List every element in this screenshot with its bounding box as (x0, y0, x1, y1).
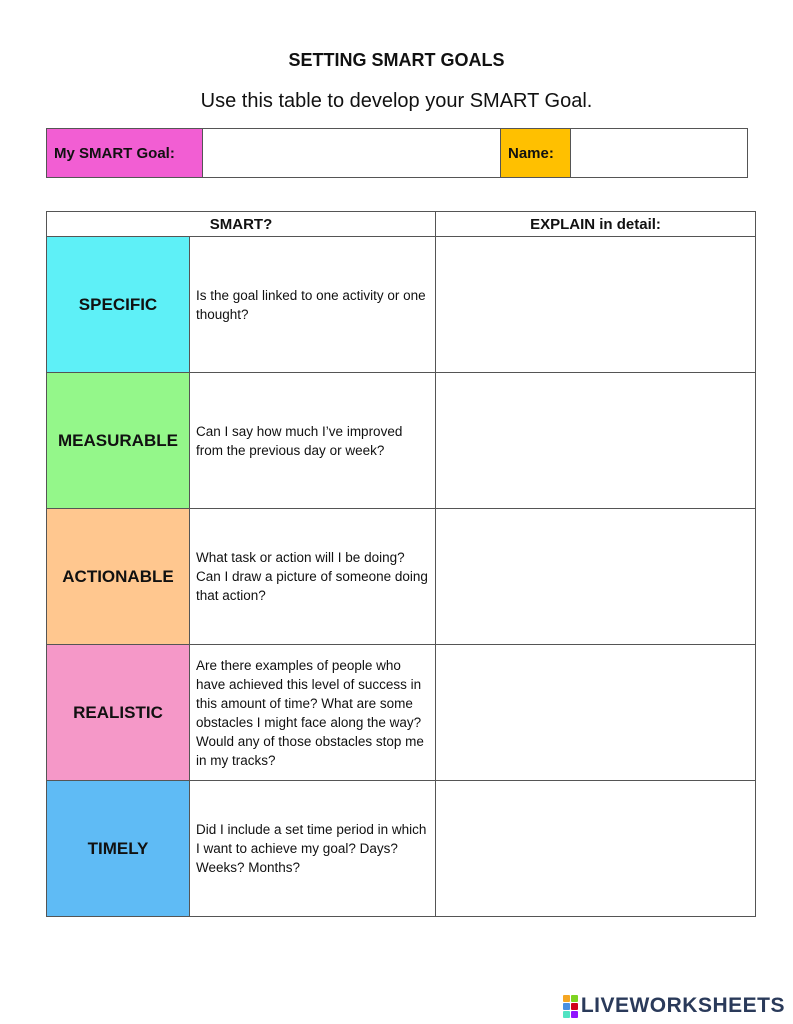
logo-text: LIVEWORKSHEETS (580, 994, 785, 1017)
liveworksheets-logo (563, 994, 785, 1018)
goal-input[interactable] (203, 129, 501, 177)
question-cell: Can I say how much I’ve improved from the previous day or week? (190, 373, 436, 509)
page-subtitle: Use this table to develop your SMART Goal. (200, 90, 593, 112)
question-cell: What task or action will I be doing? Can I draw a picture of someone doing that action? (190, 509, 436, 645)
explain-input[interactable] (436, 509, 756, 645)
question-cell: Did I include a set time period in which I want to achieve my goal? Days? Weeks? Months? (190, 781, 436, 917)
term-cell-actionable: ACTIONABLE (47, 509, 190, 645)
header-explain: EXPLAIN in detail: (436, 212, 756, 237)
explain-input[interactable] (436, 645, 756, 781)
question-cell: Is the goal linked to one activity or one thought? (190, 237, 436, 373)
name-label: Name: (501, 129, 571, 177)
table-row (47, 781, 756, 917)
smart-table (46, 211, 756, 917)
question-cell: Are there examples of people who have achieved this level of success in this amount of time? What are some obstacles I might face along the way? Would any of those obstacles stop me in my tracks? (190, 645, 436, 781)
goal-row (46, 128, 748, 178)
explain-input[interactable] (436, 373, 756, 509)
liveworksheets-logo-icon (563, 995, 578, 1018)
term-cell-specific: SPECIFIC (47, 237, 190, 373)
table-row (47, 645, 756, 781)
table-row (47, 237, 756, 373)
page-title: SETTING SMART GOALS (288, 50, 505, 70)
table-row (47, 509, 756, 645)
table-row (47, 373, 756, 509)
term-cell-realistic: REALISTIC (47, 645, 190, 781)
explain-input[interactable] (436, 781, 756, 917)
header-smart: SMART? (47, 212, 436, 237)
table-header-row (47, 212, 756, 237)
name-input[interactable] (571, 129, 747, 177)
term-cell-timely: TIMELY (47, 781, 190, 917)
goal-label: My SMART Goal: (47, 129, 203, 177)
term-cell-measurable: MEASURABLE (47, 373, 190, 509)
explain-input[interactable] (436, 237, 756, 373)
